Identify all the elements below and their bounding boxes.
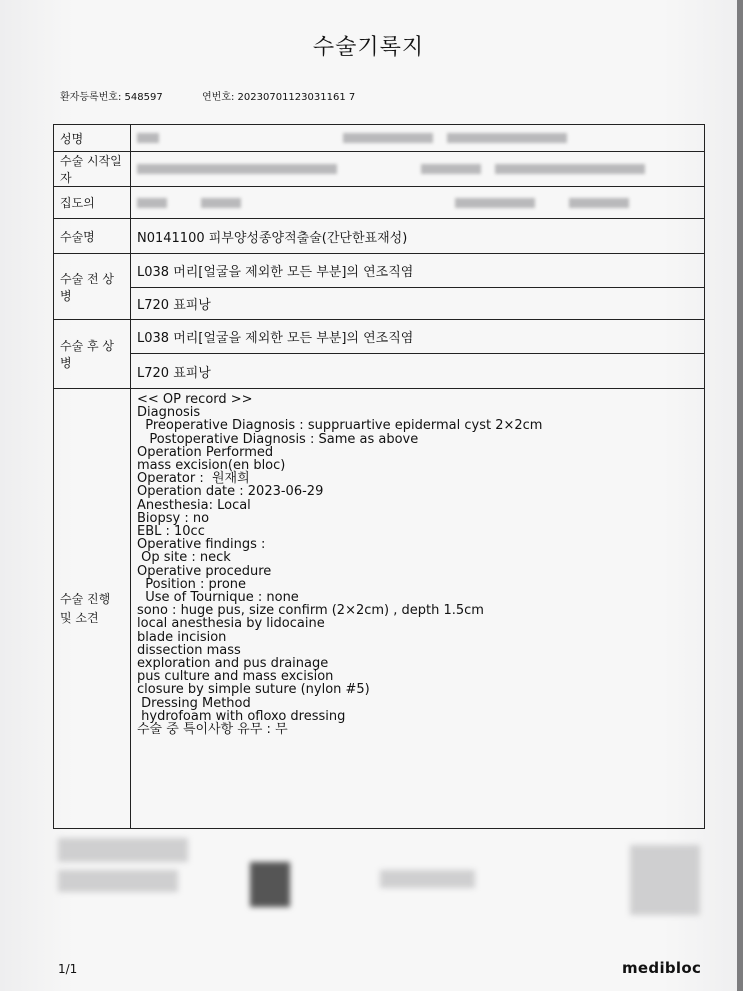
redacted-footer-block bbox=[58, 870, 178, 892]
pre-diagnosis-1: L038 머리[얼굴을 제외한 모든 부분]의 연조직염 bbox=[131, 254, 705, 288]
op-record-line: EBL : 10cc bbox=[137, 524, 205, 540]
redacted-footer-block bbox=[58, 838, 188, 862]
op-record-line: Preoperative Diagnosis : suppruartive epidermal cyst 2×2cm bbox=[137, 418, 543, 434]
op-record-line: Dressing Method bbox=[137, 695, 251, 711]
pre-diagnosis-label: 수술 전 상병 bbox=[54, 254, 131, 320]
brand-logo: medibloc bbox=[622, 959, 702, 977]
op-record-line: Use of Tournique : none bbox=[137, 590, 299, 606]
op-record-line: Op site : neck bbox=[137, 550, 231, 566]
op-record-line: sono : huge pus, size confirm (2×2cm) , depth 1.5cm bbox=[137, 603, 484, 619]
op-record-line: pus culture and mass excision bbox=[137, 669, 334, 685]
name-value-redacted bbox=[131, 125, 705, 152]
op-record-line: local anesthesia by lidocaine bbox=[137, 616, 325, 632]
op-record-line: Position : prone bbox=[137, 576, 247, 592]
op-record-line: Operation Performed bbox=[137, 444, 274, 460]
op-record-line: exploration and pus drainage bbox=[137, 656, 329, 672]
surgeon-label: 집도의 bbox=[54, 187, 131, 219]
progress-label: 수술 진행 및 소견 bbox=[54, 389, 131, 829]
op-record-line: << OP record >> bbox=[137, 392, 253, 407]
patient-id: 환자등록번호: 548597 bbox=[60, 92, 163, 103]
surgery-name-label: 수술명 bbox=[54, 219, 131, 254]
pre-diagnosis-2: L720 표피낭 bbox=[131, 288, 705, 320]
op-record-line: Operation date : 2023-06-29 bbox=[137, 484, 324, 500]
op-record-line: Operative findings : bbox=[137, 537, 266, 553]
op-record-line: Postoperative Diagnosis : Same as above bbox=[137, 431, 419, 447]
op-record-line: 수술 중 특이사항 유무 : 무 bbox=[137, 722, 288, 738]
op-record-line: Anesthesia: Local bbox=[137, 497, 251, 513]
page-number: 1/1 bbox=[58, 962, 78, 976]
op-record-line: Operator : 원재희 bbox=[137, 471, 250, 487]
surgery-name: N0141100 피부양성종양적출술(간단한표재성) bbox=[131, 219, 705, 254]
surgery-record-table bbox=[53, 124, 705, 829]
name-label: 성명 bbox=[54, 125, 131, 152]
post-diagnosis-1: L038 머리[얼굴을 제외한 모든 부분]의 연조직염 bbox=[131, 320, 705, 354]
op-record-line: hydrofoam with ofloxo dressing bbox=[137, 708, 346, 724]
redacted-footer-block bbox=[250, 862, 290, 907]
start-date-value-redacted bbox=[131, 152, 705, 187]
redacted-footer-block bbox=[380, 870, 475, 888]
op-record-line: closure by simple suture (nylon #5) bbox=[137, 682, 370, 698]
op-record bbox=[131, 389, 705, 829]
op-record-line: blade incision bbox=[137, 629, 227, 645]
post-diagnosis-2: L720 표피낭 bbox=[131, 354, 705, 389]
op-record-line: mass excision(en bloc) bbox=[137, 458, 286, 474]
surgeon-value-redacted bbox=[131, 187, 705, 219]
op-record-line: Operative procedure bbox=[137, 563, 272, 579]
post-diagnosis-label: 수술 후 상병 bbox=[54, 320, 131, 389]
redacted-footer-block bbox=[630, 845, 700, 915]
serial-number: 연번호: 20230701123031161 7 bbox=[202, 92, 356, 103]
op-record-line: dissection mass bbox=[137, 642, 241, 658]
op-record-line: Biopsy : no bbox=[137, 510, 210, 526]
op-record-line: Diagnosis bbox=[137, 405, 201, 421]
document-title: 수술기록지 bbox=[312, 35, 425, 60]
start-date-label: 수술 시작일자 bbox=[54, 152, 131, 187]
